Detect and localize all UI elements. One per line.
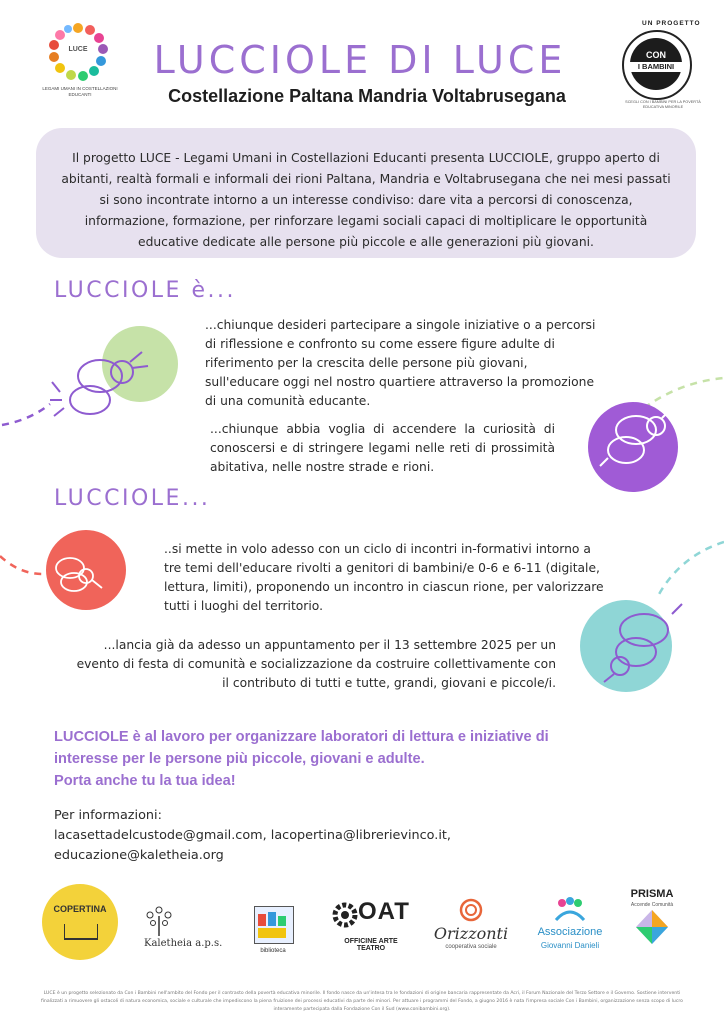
contact-info <box>54 806 614 866</box>
firefly-icon <box>48 536 128 606</box>
firefly-icon <box>590 396 680 486</box>
luce-logo-tagline: LEGAMI UMANI IN COSTELLAZIONI EDUCANTI <box>42 86 118 97</box>
associazione-logo-text: Associazione <box>537 926 603 938</box>
callout-line3: Porta anche tu la tua idea! <box>54 773 236 789</box>
intro-text: Il progetto LUCE - Legami Umani in Costellazioni Educanti presenta LUCCIOLE, gruppo aperto di abitanti, realtà formali e informali dei rioni Paltana, Mandria e Voltabrusegana che nei mesi passati si sono incontrate intorno a un interesse condiviso: dare vita a percorsi di conoscenza, informazione, formazione, per rinforzare legami sociali capaci di moltiplicare le opportunità educative dedicate alle persone più piccole e alle generazioni più giovani. <box>61 151 671 249</box>
con-i-bambini-logo <box>618 20 708 112</box>
biblioteca-logo <box>240 890 306 960</box>
luce-logo <box>38 16 122 112</box>
contact-emails-line1[interactable]: lacasettadelcustode@gmail.com, lacopertina@librerievinco.it, <box>54 828 451 843</box>
footer-disclaimer: LUCE è un progetto selezionato da Con i Bambini nell'ambito del Fondo per il contrasto della povertà educativa minorile. Il fondo nasce da un'intesa tra le fondazioni di origine bancaria rappresentate da Acri, il Forum Nazionale del Terzo Settore e il Governo. Sostiene interventi finalizzati a rimuovere gli ostacoli di natura economica, sociale e culturale che impediscono la piena fruizione dei processi educativi da parte dei minori. Per attuare i programmi del Fondo, a giugno 2016 è nata l'impresa sociale Con i Bambini, organizzazione senza scopo di lucro interamente partecipata dalla Fondazione Con il Sud (www.conibambini.org). <box>41 991 683 1012</box>
page-subtitle: Costellazione Paltana Mandria Voltabrusegana <box>168 86 566 106</box>
officine-arte-teatro-logo <box>330 900 412 956</box>
con-logo-caption: SCEGLI CON I BAMBINI PER LA POVERTÀ EDUCATIVA MINORILE <box>625 100 701 109</box>
firefly-icon <box>590 596 690 686</box>
diamond-icon <box>636 910 668 944</box>
copertina-logo-text: COPERTINA <box>53 904 107 914</box>
gear-icon <box>330 900 360 930</box>
section1-heading: LUCCIOLE è... <box>54 278 236 303</box>
contact-label: Per informazioni: <box>54 808 162 823</box>
copertina-logo <box>42 884 120 962</box>
prisma-logo-caption: Accende Comunità <box>630 902 674 908</box>
kaletheia-logo <box>136 902 223 958</box>
firefly-icon <box>0 340 160 440</box>
luce-logo-name: LUCE <box>68 46 88 53</box>
con-logo-line1: CON <box>646 50 666 60</box>
callout-line1: LUCCIOLE è al lavoro per organizzare laboratori di lettura e iniziative di <box>54 729 549 745</box>
section1-paragraph2: ...chiunque abbia voglia di accendere la curiosità di conoscersi e di stringere legami nelle reti di prossimità abitativa, nelle nostre strade e rioni. <box>210 422 555 474</box>
callout-line2: interesse per le persone più piccole, giovani e adulte. <box>54 751 425 767</box>
prisma-logo-text: PRISMA <box>630 888 674 900</box>
dashed-trail-icon <box>650 540 724 600</box>
callout <box>54 726 654 792</box>
section2-heading: LUCCIOLE... <box>54 486 211 511</box>
associazione-logo-caption: Giovanni Danieli <box>540 941 600 950</box>
people-icon <box>554 896 586 922</box>
associazione-logo <box>530 896 610 956</box>
spiral-icon <box>458 898 484 922</box>
oat-logo-caption: OFFICINE ARTE TEATRO <box>344 938 398 952</box>
contact-emails-line2[interactable]: educazione@kaletheia.org <box>54 848 224 863</box>
con-logo-line2: I BAMBINI <box>630 62 682 72</box>
prisma-logo <box>624 888 680 960</box>
con-logo-top: UN PROGETTO <box>642 20 701 27</box>
orizzonti-logo-text: Orizzonti <box>433 924 509 943</box>
biblioteca-logo-text: biblioteca <box>260 948 286 954</box>
orizzonti-logo <box>430 898 512 956</box>
section2-paragraph2: ...lancia già da adesso un appuntamento per il 13 settembre 2025 per un evento di festa di comunità e socializzazione da costruire collettivamente con il contributo di tutti e tutte, grandi, giovani e piccole/i. <box>76 638 556 690</box>
oat-logo-text: OAT <box>358 898 410 925</box>
page-title: LUCCIOLE DI LUCE <box>153 38 567 82</box>
section1-paragraph1: ...chiunque desideri partecipare a singole iniziative o a percorsi di riflessione e confronto su come essere figure adulte di riferimento per la crescita delle persone più giovani, sull'educare oggi nel nostro quartiere attraverso la promozione di una comunità educante. <box>205 318 596 408</box>
orizzonti-logo-caption: cooperativa sociale <box>445 944 497 950</box>
kaletheia-logo-text: Kaletheia a.p.s. <box>144 938 223 949</box>
tree-icon <box>144 902 174 936</box>
section2-paragraph1: ..si mette in volo adesso con un ciclo di incontri in-formativi intorno a tre temi dell'educare rivolti a genitori di bambini/e 0-6 e 6-11 (digitale, lettura, limiti), proponendo un incontro in ciascun rione, per valorizzare tutti i luoghi del territorio. <box>164 542 604 613</box>
